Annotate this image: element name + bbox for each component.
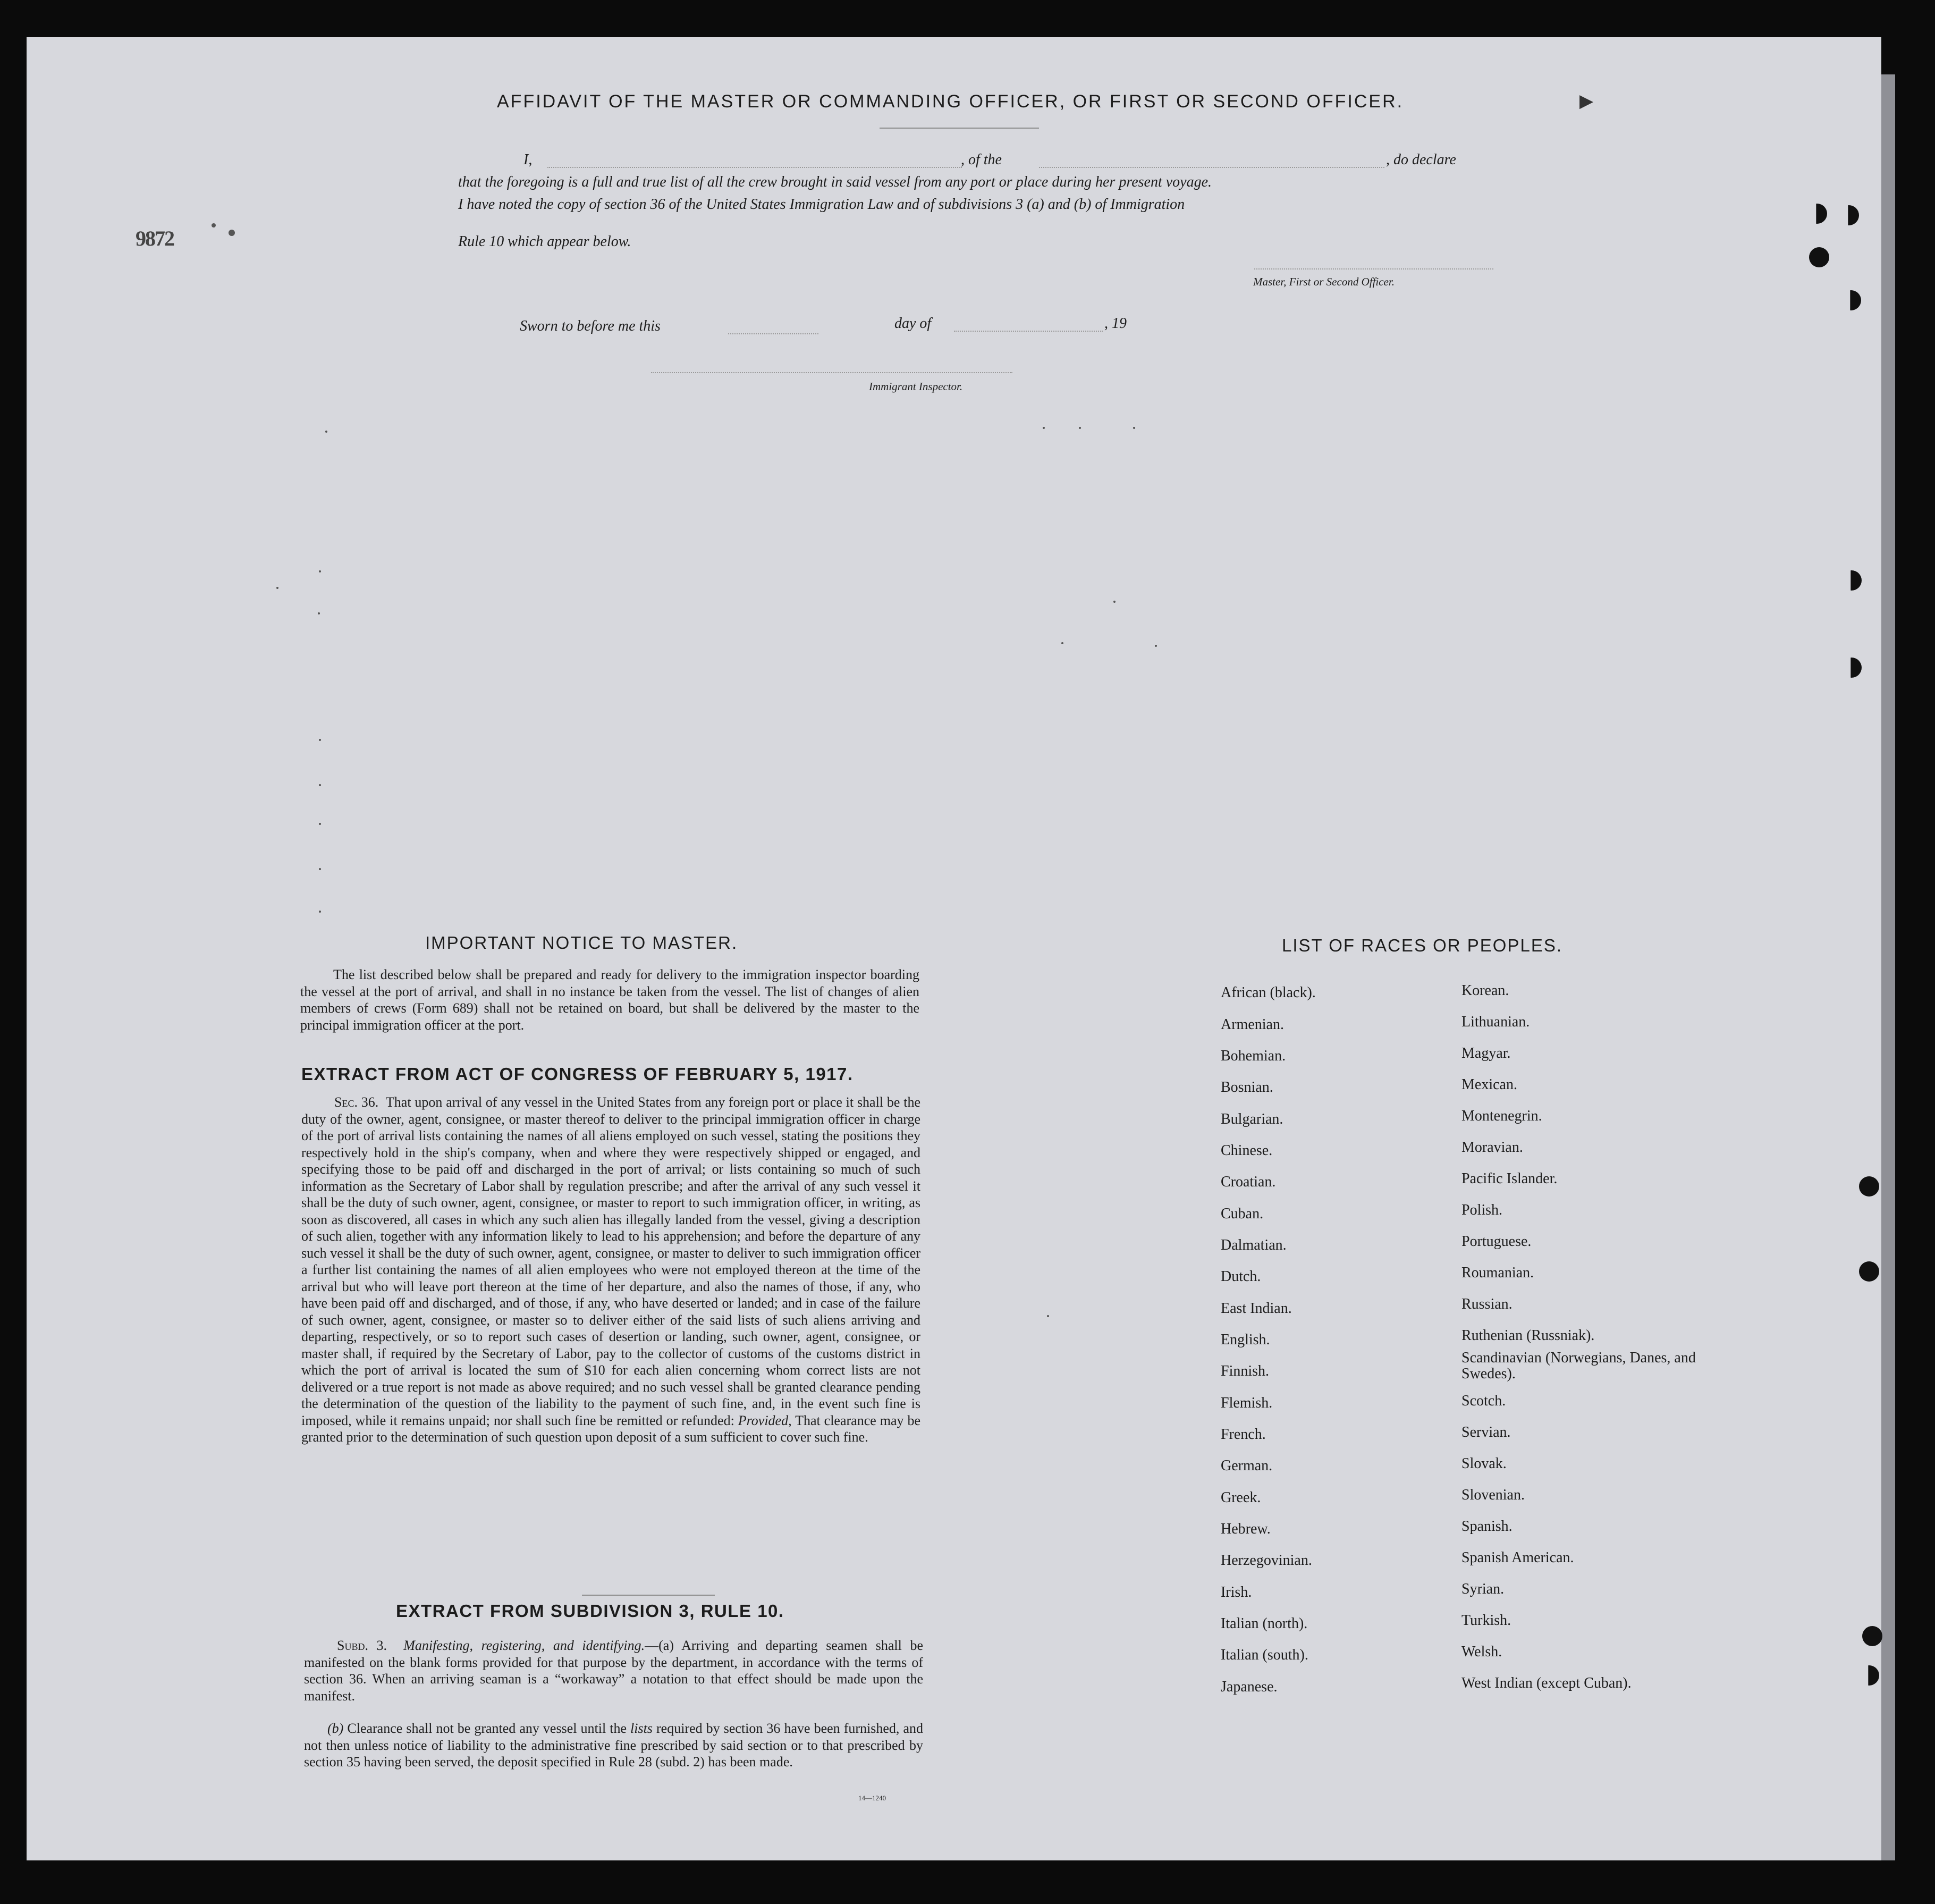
race-item: Lithuanian. (1461, 1014, 1530, 1030)
section-36-body-end: That clearance may be granted prior to the determination of such question upon deposit of a sum sufficient to cover such fine. (301, 1412, 920, 1445)
race-item: Scandinavian (Norwegians, Danes, and Swedes). (1461, 1350, 1696, 1382)
affidavit-declare: , do declare (1386, 151, 1456, 168)
races-heading: LIST OF RACES OR PEOPLES. (1282, 936, 1563, 955)
affidavit-of-the: , of the (961, 151, 1002, 168)
document-page (27, 37, 1881, 1860)
notice-text: The list described below shall be prepared and ready for delivery to the immigration inspector boarding the vessel at the port of arrival, and shall in no instance be taken from the vessel. The list of changes of alien members of crews (Form 689) shall not be retained on board, but shall be delivered by the master to the principal immigration officer at the port. (300, 967, 919, 1033)
race-item: Moravian. (1461, 1139, 1523, 1156)
stray-dot (318, 612, 320, 614)
subd-a-body: —(a) Arriving and departing seamen shall be manifested on the blank forms provided for that purpose by the department, in accordance with the terms of section 36. When an arriving seaman is a “workaway” a notation to that effect should be made upon the manifest. (304, 1638, 923, 1704)
section-label: Sec. 36. (334, 1094, 379, 1110)
race-item: Scotch. (1461, 1393, 1506, 1409)
subdivision-3-a-text (304, 1637, 923, 1704)
binding-hole (1841, 570, 1862, 591)
subdivision-3-b-text (304, 1720, 923, 1771)
form-number: 14—1240 (858, 1794, 886, 1802)
race-item: Greek. (1221, 1489, 1261, 1506)
race-item: Croatian. (1221, 1174, 1276, 1190)
master-signature-line (1254, 268, 1493, 269)
subd-b-body2: required by section 36 have been furnished, and not then unless notice of liability to the administrative fine prescribed by said section or to that prescribed by section 35 having been served, the deposit specified in Rule 28 (subd. 2) has been made. (304, 1721, 923, 1770)
stray-dot (276, 587, 278, 589)
stray-dot (319, 911, 321, 913)
race-item: Dalmatian. (1221, 1237, 1287, 1253)
race-item: French. (1221, 1426, 1266, 1443)
stray-dot (1043, 427, 1045, 429)
master-caption: Master, First or Second Officer. (1253, 275, 1395, 288)
affidavit-i: I, (523, 151, 533, 168)
binding-hole (1807, 204, 1827, 224)
race-item: Slovenian. (1461, 1487, 1525, 1503)
binding-hole (1859, 1176, 1879, 1197)
binding-hole (1841, 658, 1862, 678)
race-item: Syrian. (1461, 1581, 1505, 1597)
section-36-body: That upon arrival of any vessel in the United States from any foreign port or place it shall be the duty of the owner, agent, consignee, or master thereof to deliver to the principal immigration officer in charge of the port of arrival lists containing the names of all aliens employed on such vessel, stating the positions they respectively hold in the ship's company, when and where they were respectively shipped or engaged, and specifying those to be paid off and discharged in the port of arrival; or lists containing so much of such information as the Secretary of Labor shall by regulation prescribe; and after the arrival of any such vessel it shall be the duty of such owner, agent, consignee, or master to report to such immigration officer, in writing, as soon as discovered, all cases in which any such alien has illegally landed from the vessel, giving a description of such alien, together with any information likely to lead to his apprehension; and before the departure of any such vessel it shall be the duty of such owner, agent, consignee, or master to deliver to such immigration officer a further list containing the names of all alien employees who were not employed thereon at the time of the arrival but who will leave port thereon at the time of her departure, and also the names of those, if any, who have been paid off and discharged, and of those, if any, who have deserted or landed; and in case of the failure of such owner, agent, consignee, or master so to deliver either of the said lists of such aliens arriving and departing, respectively, or so to report such cases of desertion or landing, such owner, agent, consignee, or master shall, if required by the Secretary of Labor, pay to the collector of customs of the customs district in which the port of arrival is located the sum of $10 for each alien concerning whom correct lists are not delivered or a true report is not made as above required; and no such vessel shall be granted clearance pending the determination of the question of the liability to the payment of such fine, and, in the event such fine is imposed, while it remains unpaid; nor shall such fine be remitted or refunded: (301, 1094, 920, 1428)
act-extract-heading: EXTRACT FROM ACT OF CONGRESS OF FEBRUARY 5, 1917. (301, 1064, 854, 1084)
race-item: Bulgarian. (1221, 1111, 1283, 1127)
affidavit-line4: Rule 10 which appear below. (458, 233, 631, 250)
race-item: Turkish. (1461, 1612, 1511, 1629)
rule-extract-heading: EXTRACT FROM SUBDIVISION 3, RULE 10. (396, 1601, 784, 1621)
stray-dot (319, 784, 321, 786)
notice-heading: IMPORTANT NOTICE TO MASTER. (425, 933, 738, 953)
race-item: Bohemian. (1221, 1048, 1286, 1064)
title-rule (880, 128, 1039, 129)
race-item: Irish. (1221, 1584, 1252, 1600)
race-item: Italian (south). (1221, 1647, 1308, 1663)
stray-dot (319, 570, 321, 572)
stray-dot (1155, 645, 1157, 647)
race-item: Spanish American. (1461, 1549, 1574, 1566)
stray-dot (1061, 642, 1063, 644)
race-item: Flemish. (1221, 1395, 1273, 1411)
race-item: Finnish. (1221, 1363, 1270, 1379)
race-item: Russian. (1461, 1296, 1512, 1312)
section-36-text (301, 1094, 920, 1446)
binding-hole (1809, 247, 1829, 267)
race-item: Hebrew. (1221, 1521, 1271, 1537)
race-item: African (black). (1221, 984, 1316, 1001)
race-item: Armenian. (1221, 1016, 1284, 1033)
binding-hole (1859, 1261, 1879, 1282)
name-blank (547, 167, 962, 168)
race-item: English. (1221, 1332, 1270, 1348)
race-item: Spanish. (1461, 1518, 1512, 1535)
stray-dot (319, 868, 321, 870)
inspector-caption: Immigrant Inspector. (869, 380, 963, 393)
stray-dot (319, 739, 321, 741)
race-item: Ruthenian (Russniak). (1461, 1327, 1595, 1344)
race-item: Japanese. (1221, 1679, 1278, 1695)
race-item: Mexican. (1461, 1076, 1517, 1093)
affidavit-title: AFFIDAVIT OF THE MASTER OR COMMANDING OFFICER, OR FIRST OR SECOND OFFICER. (497, 91, 1404, 112)
stray-dot (1133, 427, 1135, 429)
race-item: West Indian (except Cuban). (1461, 1675, 1632, 1691)
race-item: Servian. (1461, 1424, 1511, 1440)
race-item: Magyar. (1461, 1045, 1511, 1061)
race-item: East Indian. (1221, 1300, 1292, 1317)
race-item: Pacific Islander. (1461, 1170, 1558, 1187)
b-label: (b) (327, 1721, 344, 1736)
subd-label: Subd. 3. (337, 1638, 387, 1653)
binding-hole (1839, 205, 1859, 225)
stamp-dot (229, 230, 235, 236)
inspector-signature-line (651, 372, 1012, 373)
corner-mark: ▶ (1579, 91, 1594, 111)
sworn-day-blank (728, 333, 818, 334)
stamp-dot (212, 223, 216, 228)
race-item: Cuban. (1221, 1206, 1264, 1222)
race-item: Chinese. (1221, 1142, 1273, 1159)
sworn-text: Sworn to before me this (520, 318, 661, 334)
race-item: Polish. (1461, 1202, 1503, 1218)
race-item: Herzegovinian. (1221, 1552, 1312, 1569)
subd-title: Manifesting, registering, and identifying. (403, 1638, 645, 1653)
subd-b-body1: Clearance shall not be granted any vessel until the (347, 1721, 627, 1736)
binding-hole (1862, 1626, 1882, 1646)
provided-word: Provided, (738, 1412, 792, 1428)
race-item: Welsh. (1461, 1644, 1502, 1660)
stray-dot (1113, 601, 1116, 603)
binding-hole (1841, 290, 1861, 310)
affidavit-line3: I have noted the copy of section 36 of the United States Immigration Law and of subdivisions 3 (a) and (b) of Immigration (458, 196, 1185, 213)
race-item: Roumanian. (1461, 1265, 1534, 1281)
race-item: Italian (north). (1221, 1615, 1308, 1632)
stray-dot (1079, 427, 1081, 429)
race-item: Dutch. (1221, 1268, 1261, 1285)
race-item: Montenegrin. (1461, 1108, 1542, 1124)
race-item: Portuguese. (1461, 1233, 1532, 1250)
day-of-text: day of (894, 315, 932, 332)
race-item: Korean. (1461, 982, 1509, 999)
page-edge (1881, 74, 1895, 1860)
affidavit-line2: that the foregoing is a full and true list of all the crew brought in said vessel from any port or place during her present voyage. (458, 174, 1212, 190)
binding-hole (1859, 1665, 1879, 1686)
race-item: German. (1221, 1458, 1273, 1474)
stray-dot (325, 431, 327, 433)
race-item: Bosnian. (1221, 1079, 1273, 1096)
stamp-number: 9872 (136, 226, 174, 250)
section-rule (582, 1595, 715, 1596)
race-item: Slovak. (1461, 1455, 1507, 1472)
month-blank (954, 331, 1103, 332)
vessel-blank (1039, 167, 1384, 168)
lists-word: lists (630, 1721, 653, 1736)
stray-dot (1047, 1315, 1049, 1317)
stray-dot (319, 823, 321, 825)
year-text: , 19 (1104, 315, 1127, 332)
